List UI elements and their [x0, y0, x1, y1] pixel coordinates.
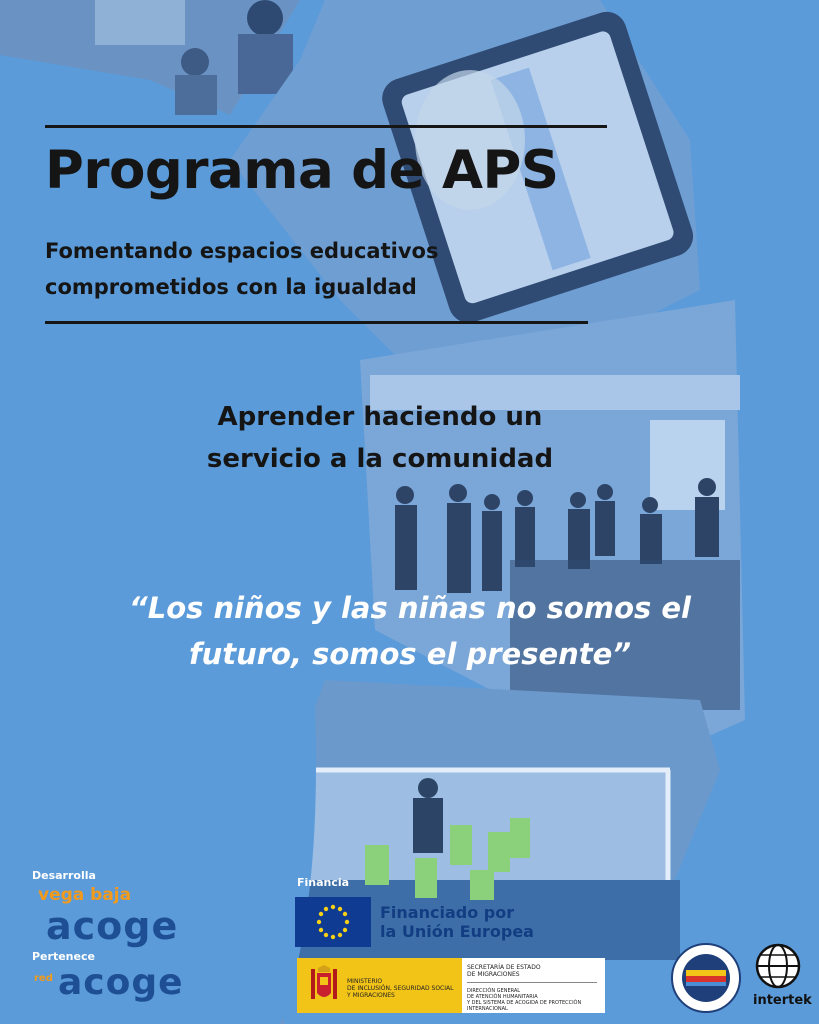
develops-brand-bottom: acoge: [46, 904, 179, 948]
learn-line-1: Aprender haciendo un: [217, 402, 543, 432]
intertek-globe-icon: [752, 942, 804, 996]
belongs-brand-prefix: red: [34, 973, 53, 984]
direction-line-2: DE ATENCIÓN HUMANITARIA: [467, 994, 538, 1000]
subtitle-line-1: Fomentando espacios educativos: [45, 239, 439, 263]
belongs-brand: acoge: [58, 962, 184, 1003]
secretary-line-2: DE MIGRACIONES: [467, 971, 520, 978]
develops-brand-top: vega baja: [38, 885, 132, 905]
bottom-divider: [45, 321, 588, 324]
spain-coat-of-arms-icon: [307, 965, 341, 1005]
develops-label: Desarrolla: [32, 869, 96, 882]
learn-line-2: servicio a la comunidad: [206, 444, 554, 474]
eu-funding-text: [380, 903, 534, 941]
gov-divider: [467, 982, 597, 983]
direction-text: [467, 988, 605, 1012]
ministry-line-1: MINISTERIO: [347, 978, 383, 985]
subtitle-line-2: comprometidos con la igualdad: [45, 275, 417, 299]
ministry-line-2: DE INCLUSIÓN, SEGURIDAD SOCIAL: [347, 985, 454, 992]
quote-line-2: futuro, somos el presente”: [188, 637, 631, 671]
top-divider: [45, 125, 607, 128]
equality-seal-icon: [670, 942, 742, 1018]
eu-flag-icon: [295, 897, 371, 947]
funding-label: Financia: [297, 876, 350, 889]
page-title: Programa de APS: [45, 140, 559, 201]
learn-heading: [130, 396, 630, 480]
quote: [60, 585, 760, 677]
government-logo: [297, 958, 605, 1013]
ministry-text: [347, 978, 453, 999]
direction-line-3: Y DEL SISTEMA DE ACOGIDA DE PROTECCIÓN INTERNACIONAL: [467, 1000, 582, 1012]
intertek-label: intertek: [753, 993, 812, 1008]
direction-line-1: DIRECCIÓN GENERAL: [467, 988, 521, 994]
belongs-label: Pertenece: [32, 950, 95, 963]
quote-line-1: “Los niños y las niñas no somos el: [129, 591, 691, 625]
secretary-text: [467, 964, 541, 978]
ministry-line-3: Y MIGRACIONES: [347, 992, 395, 999]
ministry-block: [297, 958, 462, 1013]
eu-line-2: la Unión Europea: [380, 922, 534, 941]
subtitle: [45, 233, 438, 305]
eu-line-1: Financiado por: [380, 903, 515, 922]
secretary-line-1: SECRETARÍA DE ESTADO: [467, 964, 541, 971]
